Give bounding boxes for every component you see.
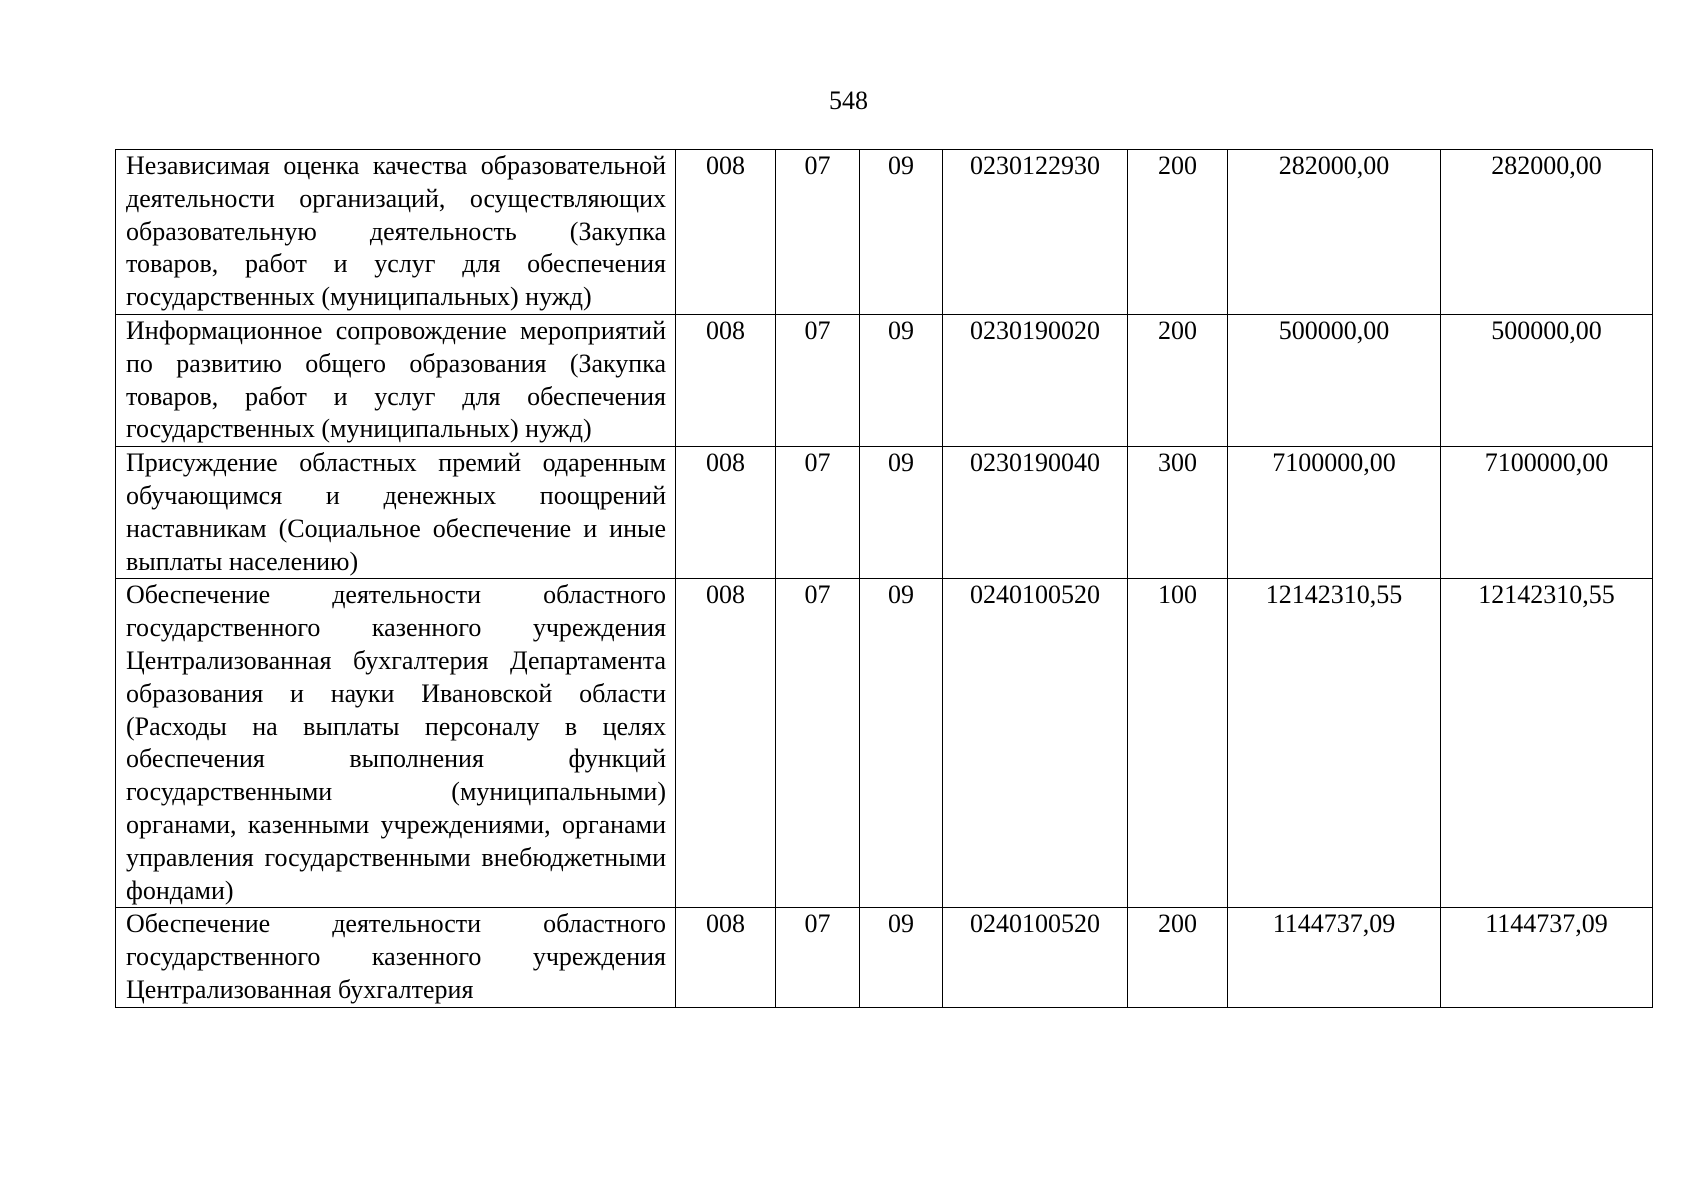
- amount-year-1: 282000,00: [1228, 150, 1441, 315]
- section-code: 07: [776, 314, 860, 446]
- row-description: Присуждение областных премий одаренным обучающимся и денежных поощрений наставникам (Социальное обеспечение и иные выплаты населению): [116, 447, 676, 579]
- subsection-code: 09: [860, 908, 943, 1007]
- department-code: 008: [676, 579, 776, 908]
- page-number: 548: [829, 86, 868, 115]
- department-code: 008: [676, 150, 776, 315]
- row-description: Обеспечение деятельности областного государственного казенного учреждения Централизованная бухгалтерия Департамента образования и науки Ивановской области (Расходы на выплаты персоналу в целях обеспечения выполнения функций государственными (муниципальными) органами, казенными учреждениями, органами управления государственными внебюджетными фондами): [116, 579, 676, 908]
- row-description: Обеспечение деятельности областного государственного казенного учреждения Централизованная бухгалтерия: [116, 908, 676, 1007]
- table-row: [116, 447, 1653, 579]
- section-code: 07: [776, 447, 860, 579]
- expense-type-code: 200: [1128, 908, 1228, 1007]
- table-row: [116, 150, 1653, 315]
- expense-type-code: 100: [1128, 579, 1228, 908]
- subsection-code: 09: [860, 447, 943, 579]
- table-row: [116, 579, 1653, 908]
- table-row: [116, 908, 1653, 1007]
- amount-year-2: 7100000,00: [1441, 447, 1653, 579]
- department-code: 008: [676, 447, 776, 579]
- expense-type-code: 300: [1128, 447, 1228, 579]
- table-row: [116, 314, 1653, 446]
- target-article-code: 0230190020: [943, 314, 1128, 446]
- budget-table: [115, 149, 1653, 1008]
- expense-type-code: 200: [1128, 150, 1228, 315]
- amount-year-1: 7100000,00: [1228, 447, 1441, 579]
- expense-type-code: 200: [1128, 314, 1228, 446]
- amount-year-1: 500000,00: [1228, 314, 1441, 446]
- target-article-code: 0230122930: [943, 150, 1128, 315]
- amount-year-2: 282000,00: [1441, 150, 1653, 315]
- subsection-code: 09: [860, 579, 943, 908]
- amount-year-1: 1144737,09: [1228, 908, 1441, 1007]
- subsection-code: 09: [860, 314, 943, 446]
- section-code: 07: [776, 579, 860, 908]
- target-article-code: 0240100520: [943, 579, 1128, 908]
- amount-year-1: 12142310,55: [1228, 579, 1441, 908]
- section-code: 07: [776, 150, 860, 315]
- row-description: Независимая оценка качества образовательной деятельности организаций, осуществляющих образовательную деятельность (Закупка товаров, работ и услуг для обеспечения государственных (муниципальных) нужд): [116, 150, 676, 315]
- amount-year-2: 500000,00: [1441, 314, 1653, 446]
- target-article-code: 0240100520: [943, 908, 1128, 1007]
- subsection-code: 09: [860, 150, 943, 315]
- department-code: 008: [676, 314, 776, 446]
- row-description: Информационное сопровождение мероприятий по развитию общего образования (Закупка товаров, работ и услуг для обеспечения государственных (муниципальных) нужд): [116, 314, 676, 446]
- section-code: 07: [776, 908, 860, 1007]
- amount-year-2: 1144737,09: [1441, 908, 1653, 1007]
- target-article-code: 0230190040: [943, 447, 1128, 579]
- department-code: 008: [676, 908, 776, 1007]
- amount-year-2: 12142310,55: [1441, 579, 1653, 908]
